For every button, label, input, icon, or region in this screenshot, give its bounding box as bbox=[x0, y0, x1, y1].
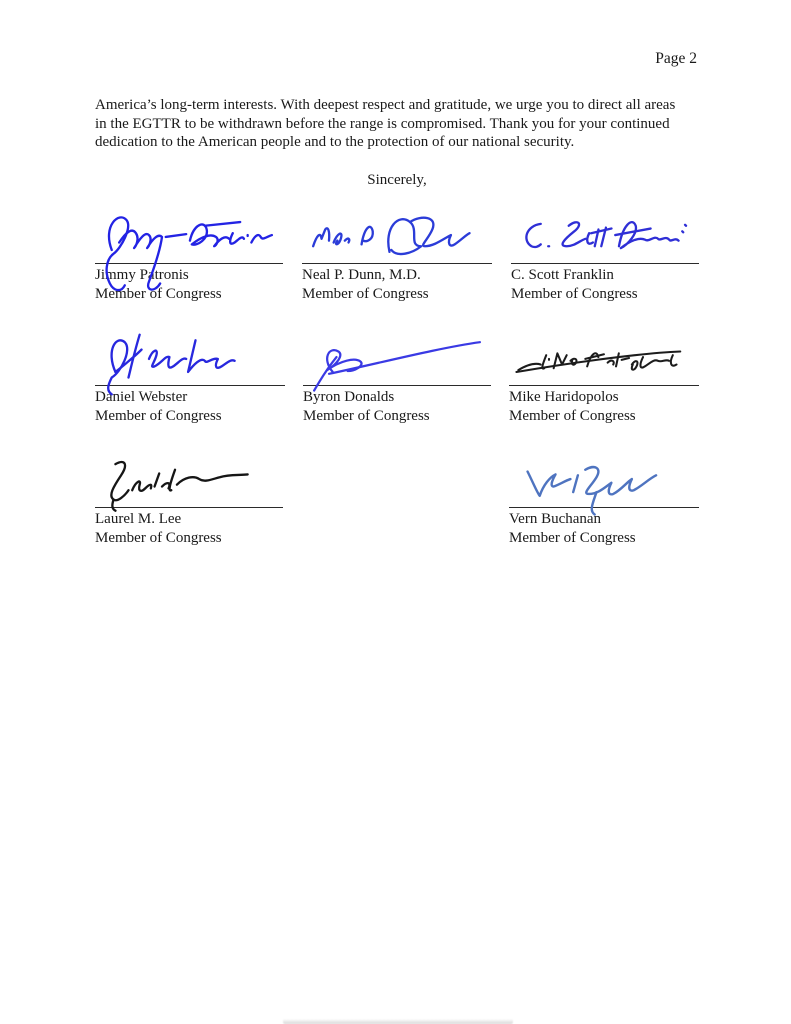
page-number: Page 2 bbox=[655, 50, 697, 67]
signature-line bbox=[95, 263, 283, 264]
signature-image bbox=[95, 209, 283, 263]
page-bottom-shadow bbox=[283, 1019, 513, 1024]
signature-image bbox=[303, 331, 491, 385]
signature-image bbox=[95, 331, 283, 385]
signatory-title: Member of Congress bbox=[509, 530, 636, 546]
signatory-title: Member of Congress bbox=[95, 408, 222, 424]
closing-salutation: Sincerely, bbox=[367, 171, 427, 188]
signature-block bbox=[303, 331, 491, 427]
signature-line bbox=[95, 507, 283, 508]
signatory-name: Vern Buchanan bbox=[509, 510, 602, 527]
signatory-title: Member of Congress bbox=[95, 530, 222, 546]
signatory-name: Byron Donalds bbox=[303, 388, 395, 405]
signatory-name: Daniel Webster bbox=[95, 388, 188, 405]
signature-line bbox=[303, 385, 491, 386]
signature-line bbox=[511, 263, 699, 264]
signature-image bbox=[509, 453, 697, 507]
signatory-name: Mike Haridopolos bbox=[509, 388, 619, 405]
signature-block bbox=[302, 209, 492, 305]
signature-block bbox=[95, 331, 285, 427]
signature-line bbox=[509, 507, 699, 508]
letter-body-line: dedication to the American people and to the protection of our national security. bbox=[95, 134, 575, 150]
signature-image bbox=[95, 453, 283, 507]
signature-line bbox=[509, 385, 699, 386]
signature-image bbox=[511, 209, 699, 263]
signatory-title: Member of Congress bbox=[303, 408, 430, 424]
signature-block bbox=[509, 331, 699, 427]
signature-block bbox=[511, 209, 699, 305]
letter-body-line: in the EGTTR to be withdrawn before the range is compromised. Thank you for your continued bbox=[95, 115, 670, 132]
signatory-name: C. Scott Franklin bbox=[511, 266, 614, 283]
signature-line bbox=[302, 263, 492, 264]
signature-line bbox=[95, 385, 285, 386]
letter-body bbox=[95, 96, 699, 152]
signature-grid bbox=[95, 209, 699, 575]
signatory-name: Neal P. Dunn, M.D. bbox=[302, 266, 421, 283]
signature-image bbox=[302, 209, 490, 263]
signatory-title: Member of Congress bbox=[95, 286, 222, 302]
signature-block bbox=[95, 453, 283, 549]
signatory-name: Jimmy Patronis bbox=[95, 266, 189, 283]
signature-block bbox=[509, 453, 699, 549]
letter-content bbox=[95, 50, 699, 575]
signatory-title: Member of Congress bbox=[302, 286, 429, 302]
signatory-name: Laurel M. Lee bbox=[95, 510, 182, 527]
signatory-title: Member of Congress bbox=[509, 408, 636, 424]
letter-body-line: America’s long-term interests. With deepest respect and gratitude, we urge you to direct all areas bbox=[95, 97, 676, 113]
signatory-title: Member of Congress bbox=[511, 286, 638, 302]
signature-block bbox=[95, 209, 283, 305]
signature-image bbox=[509, 331, 697, 385]
